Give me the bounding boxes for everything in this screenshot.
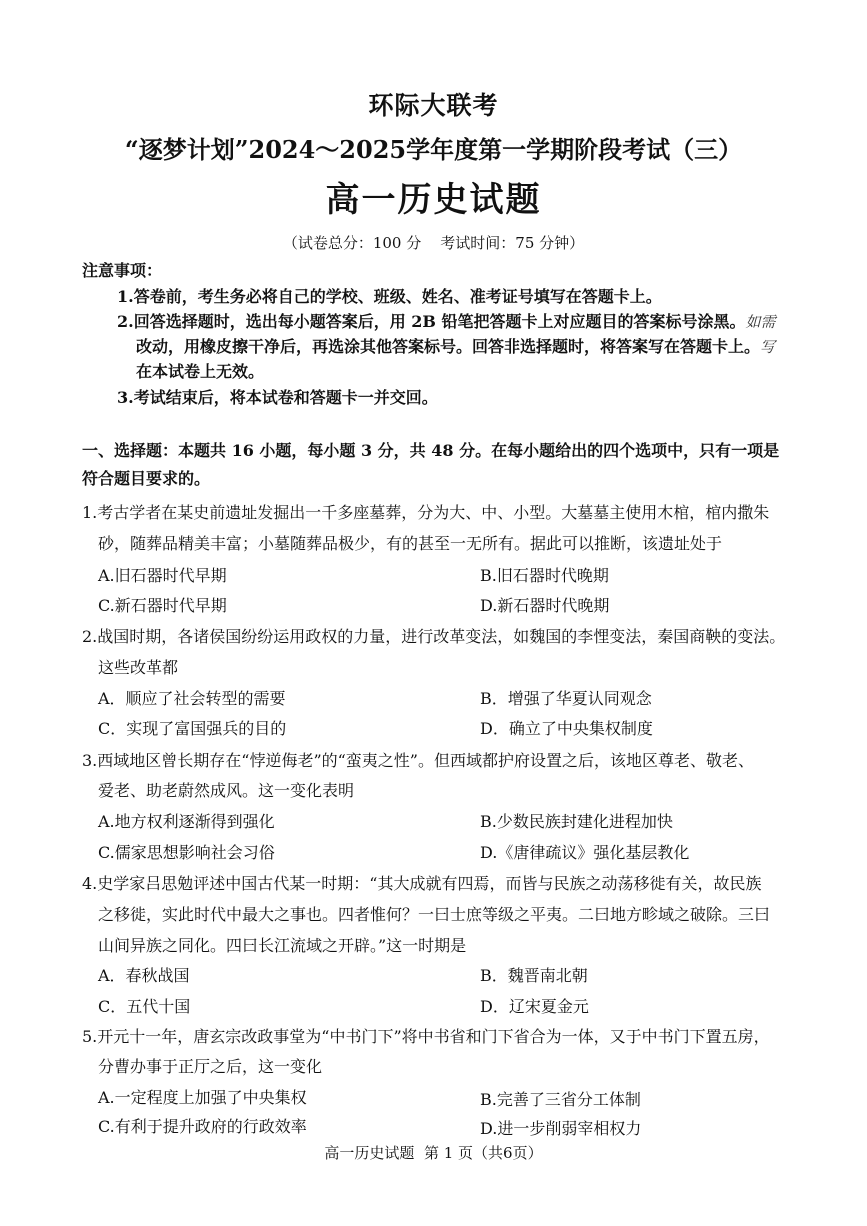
question-5-option-b: B.完善了三省分工体制 — [480, 1090, 641, 1109]
question-5-option-d: D.进一步削弱宰相权力 — [480, 1119, 642, 1138]
question-5-stem-cont: 分曹办事于正厅之后，这一变化 — [98, 1057, 323, 1076]
note-2-line-3: 在本试卷上无效。 — [136, 362, 265, 381]
question-2-stem: 2.战国时期，各诸侯国纷纷运用政权的力量，进行改革变法，如魏国的李悝变法，秦国商鞅的变法。 — [82, 627, 786, 646]
handwritten-annotation: 如需 — [745, 313, 776, 331]
question-4-stem-cont-1: 之移徙，实此时代中最大之事也。四者惟何？一曰士庶等级之平夷。二曰地方畛域之破除。三曰 — [98, 905, 771, 924]
question-1-option-a: A.旧石器时代早期 — [98, 566, 227, 585]
question-3-option-b: B.少数民族封建化进程加快 — [480, 812, 673, 831]
question-5-option-c: C.有利于提升政府的行政效率 — [98, 1117, 307, 1136]
question-1-option-c: C.新石器时代早期 — [98, 596, 227, 615]
section-heading-line-2: 符合题目要求的。 — [82, 469, 211, 488]
note-3: 3.考试结束后，将本试卷和答题卡一并交回。 — [117, 388, 438, 407]
question-5-stem: 5.开元十一年，唐玄宗改政事堂为“中书门下”将中书省和门下省合为一体，又于中书门下置五房， — [82, 1027, 770, 1046]
page-footer: 高一历史试题 第 1 页（共6页） — [324, 1144, 543, 1162]
question-1-option-b: B.旧石器时代晚期 — [480, 566, 609, 585]
question-4-stem-cont-2: 山间异族之同化。四曰长江流域之开辟。”这一时期是 — [98, 936, 467, 955]
question-1-stem-cont: 砂，随葬品精美丰富；小墓随葬品极少，有的甚至一无所有。据此可以推断，该遗址处于 — [98, 534, 723, 553]
question-2-option-b: B．增强了华夏认同观念 — [480, 689, 652, 708]
notes-heading: 注意事项： — [82, 261, 163, 280]
question-4-option-d: D．辽宋夏金元 — [480, 997, 589, 1016]
question-3-option-d: D.《唐律疏议》强化基层教化 — [480, 843, 690, 862]
question-2-option-c: C．实现了富国强兵的目的 — [98, 719, 287, 738]
question-5-option-a: A.一定程度上加强了中央集权 — [98, 1088, 307, 1107]
question-3-option-c: C.儒家思想影响社会习俗 — [98, 843, 275, 862]
note-1: 1.答卷前，考生务必将自己的学校、班级、姓名、准考证号填写在答题卡上。 — [117, 287, 662, 306]
note-2-line-1 — [117, 309, 776, 332]
exam-program-title: “逐梦计划”2024～2025学年度第一学期阶段考试（三） — [124, 135, 743, 164]
note-2-text: 2.回答选择题时，选出每小题答案后，用 2B 铅笔把答题卡上对应题目的答案标号涂黑。 — [117, 312, 746, 331]
note-2-line-2 — [136, 334, 775, 357]
question-4-option-a: A．春秋战国 — [98, 966, 190, 985]
question-1-option-d: D.新石器时代晚期 — [480, 596, 610, 615]
section-heading-line-1: 一、选择题：本题共 16 小题，每小题 3 分，共 48 分。在每小题给出的四个选项中，只有一项是 — [82, 441, 780, 460]
note-2-text-cont: 改动，用橡皮擦干净后，再选涂其他答案标号。回答非选择题时，将答案写在答题卡上。 — [136, 337, 761, 356]
question-2-stem-cont: 这些改革都 — [98, 658, 179, 677]
handwritten-annotation: 写 — [760, 338, 776, 356]
question-3-stem-cont: 爱老、助老蔚然成风。这一变化表明 — [98, 781, 355, 800]
question-3-option-a: A.地方权利逐渐得到强化 — [98, 812, 275, 831]
exam-score-time-info: （试卷总分：100 分 考试时间：75 分钟） — [282, 234, 585, 252]
question-3-stem: 3.西域地区曾长期存在“悖逆侮老”的“蛮夷之性”。但西域都护府设置之后，该地区尊老、敬老、 — [82, 751, 754, 770]
exam-subject-title: 高一历史试题 — [325, 180, 542, 220]
question-2-option-a: A．顺应了社会转型的需要 — [98, 689, 286, 708]
question-1-stem: 1.考古学者在某史前遗址发掘出一千多座墓葬，分为大、中、小型。大墓墓主使用木棺，棺内撒朱 — [82, 503, 770, 522]
question-4-option-c: C．五代十国 — [98, 997, 191, 1016]
exam-org-title: 环际大联考 — [368, 91, 499, 120]
question-4-option-b: B．魏晋南北朝 — [480, 966, 588, 985]
question-4-stem: 4.史学家吕思勉评述中国古代某一时期：“其大成就有四焉，而皆与民族之动荡移徙有关，故民族 — [82, 874, 762, 893]
question-2-option-d: D．确立了中央集权制度 — [480, 719, 653, 738]
